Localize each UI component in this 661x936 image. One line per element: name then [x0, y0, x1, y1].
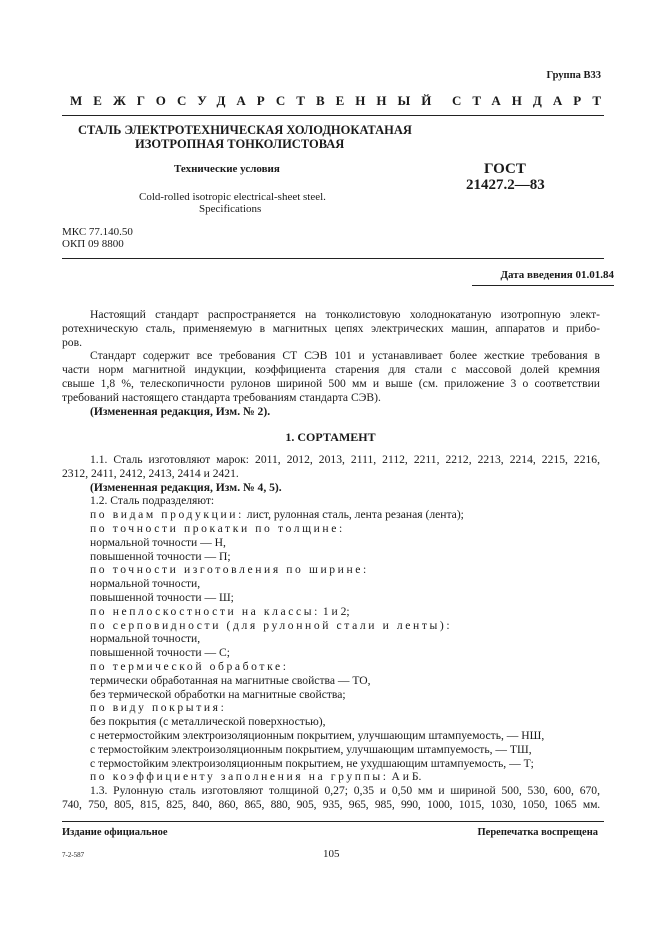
intro-line: ротехническую сталь, применяемую в магнитных цепях электрических машин, аппаратов и прибо- — [62, 321, 600, 335]
effective-date-value: 01.01.84 — [575, 269, 614, 281]
spaced-term: по точности прокатки по толщине: — [90, 521, 345, 535]
body-line: 2312, 2411, 2412, 2413, 2414 и 2421. — [62, 466, 239, 480]
group-code: Группа В33 — [546, 70, 601, 81]
mks-code: МКС 77.140.50 — [62, 226, 133, 238]
section-heading: 1. СОРТАМЕНТ — [285, 430, 376, 444]
body-line: с термостойким электроизоляционным покрытием, улучшающим штампуемость, — ТШ, — [90, 742, 532, 756]
body-line: 740, 750, 805, 815, 825, 840, 860, 865, 880, 905, 935, 965, 985, 990, 1000, 1015, 1030, 1050, 1065 мм. — [62, 797, 600, 811]
edition-label: Издание официальное — [62, 827, 168, 838]
print-code: 7-2-587 — [62, 851, 85, 859]
body-line — [90, 770, 600, 784]
body-line: нормальной точности — Н, — [90, 535, 226, 549]
body-line: повышенной точности — П; — [90, 549, 231, 563]
amendment-note: (Измененная редакция, Изм. № 2). — [90, 404, 271, 418]
english-title-2: Specifications — [199, 203, 262, 215]
english-title-1: Cold-rolled isotropic electrical-sheet steel. — [139, 191, 326, 203]
spaced-term: по видам продукции: — [90, 508, 244, 522]
reprint-label: Перепечатка воспрещена — [477, 827, 598, 838]
gost-label: ГОСТ — [484, 161, 526, 177]
section-body — [62, 453, 600, 812]
body-line: нормальной точности, — [90, 577, 201, 591]
header-divider — [62, 115, 604, 116]
standard-heading: СТАНДАРТ — [452, 93, 613, 108]
body-line — [90, 605, 600, 619]
term-value: 1 и 2; — [319, 604, 350, 618]
amendment-note: (Измененная редакция, Изм. № 4, 5). — [90, 480, 282, 494]
intro-line: требований настоящего стандарта требованиям стандарта СЭВ). — [62, 390, 381, 404]
tech-conditions: Технические условия — [174, 163, 280, 175]
term-value: лист, рулонная сталь, лента резаная (лента); — [243, 508, 464, 522]
effective-date-label: Дата введения — [500, 269, 573, 281]
body-line: повышенной точности — Ш; — [90, 590, 234, 604]
intro-line: ров. — [62, 335, 82, 349]
body-line: повышенной точности — С; — [90, 646, 230, 660]
intro-line: свыше 1,8 %, телескопичности рулонов шириной 500 мм и выше (см. приложение 3 о соответствии — [62, 376, 600, 390]
intro-text — [62, 308, 600, 418]
footer-divider — [62, 821, 604, 822]
page-number: 105 — [323, 848, 340, 860]
body-line: с нетермостойким электроизоляционным покрытием, улучшающим штампуемость, — НШ, — [90, 728, 545, 742]
intro-line: Настоящий стандарт распространяется на тонколистовую холоднокатаную изотропную элект- — [90, 308, 600, 321]
effective-date — [500, 269, 614, 281]
title-line-1: СТАЛЬ ЭЛЕКТРОТЕХНИЧЕСКАЯ ХОЛОДНОКАТАНАЯ — [78, 123, 412, 137]
spaced-term: по точности изготовления по ширине: — [90, 563, 369, 577]
body-line: 1.3. Рулонную сталь изготовляют толщиной 0,27; 0,35 и 0,50 мм и шириной 500, 530, 600, 670, — [90, 784, 600, 798]
okp-code: ОКП 09 8800 — [62, 238, 124, 250]
body-line: без покрытия (с металлической поверхностью), — [90, 715, 326, 729]
body-line: без термической обработки на магнитные свойства; — [90, 687, 346, 701]
spaced-term: по виду покрытия: — [90, 701, 227, 715]
body-line: 1.1. Сталь изготовляют марок: 2011, 2012, 2013, 2111, 2112, 2211, 2212, 2213, 2214, 2215, 2216, — [90, 453, 600, 466]
body-line: термически обработанная на магнитные свойства — ТО, — [90, 673, 371, 687]
body-line: нормальной точности, — [90, 632, 201, 646]
spaced-term: по серповидности (для рулонной стали и ленты): — [90, 618, 453, 632]
title-line-2: ИЗОТРОПНАЯ ТОНКОЛИСТОВАЯ — [135, 137, 345, 151]
body-line — [90, 508, 600, 522]
body-line: 1.2. Сталь подразделяют: — [90, 494, 215, 508]
spaced-term: по неплоскостности на классы: — [90, 604, 320, 618]
spaced-term: по термической обработке: — [90, 659, 289, 673]
date-underline — [472, 285, 614, 286]
term-value: А и Б. — [388, 770, 422, 784]
intro-line: Стандарт содержит все требования СТ СЭВ 101 и устанавливает более жесткие требования в — [90, 349, 600, 363]
body-line: с термостойким электроизоляционным покрытием, не ухудшающим штампуемость, — Т; — [90, 756, 534, 770]
spaced-term: по коэффициенту заполнения на группы: — [90, 770, 389, 784]
gost-number: 21427.2—83 — [466, 177, 545, 193]
interstate-heading: МЕЖГОСУДАРСТВЕННЫЙ — [70, 93, 443, 108]
intro-line: части норм магнитной индукции, коэффициента старения для стали с массовой долей кремния — [62, 363, 600, 377]
codes-divider — [62, 258, 604, 259]
